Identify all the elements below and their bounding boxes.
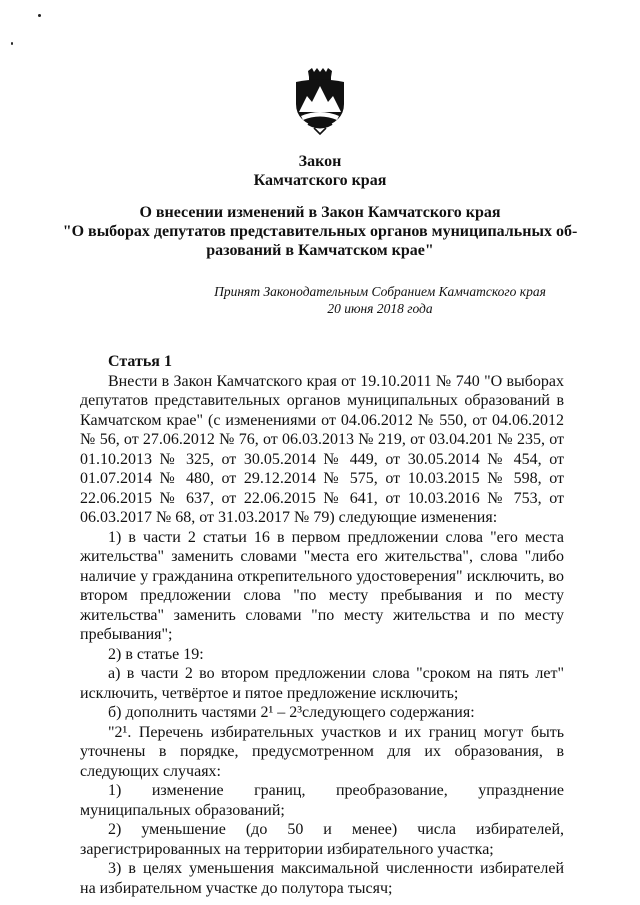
- article-paragraph: 1) изменение границ, преобразование, упразднение муниципальных образований;: [80, 782, 564, 819]
- article-paragraph: б) дополнить частями 2¹ – 2³следующего содержания:: [108, 704, 475, 721]
- document-region: Камчатского края: [253, 172, 387, 189]
- article-paragraph: 1) в части 2 статьи 16 в первом предложении слова "его места жительства" заменить словами "места его жительства", слова "либо наличие у гражданина открепительного удостоверения" исключить, во втором предложении слова "по месту пребывания и по месту жительства" заменить словами "по месту жительства и по месту пребывания";: [80, 528, 564, 643]
- subject-line: О внесении изменений в Закон Камчатского края: [139, 204, 501, 221]
- adoption-body: Принят Законодательным Собранием Камчатского края: [214, 284, 546, 299]
- article-paragraph: 3) в целях уменьшения максимальной численности избирателей на избирательном участке до полутора тысяч;: [80, 860, 564, 897]
- subject-line: "О выборах депутатов представительных органов муниципальных об-: [62, 223, 578, 240]
- adoption-date: 20 июня 2018 года: [327, 301, 433, 316]
- article-paragraph: а) в части 2 во втором предложении слова "сроком на пять лет" исключить, четвёртое и пятое предложение исключить;: [80, 665, 564, 702]
- article-paragraph: Внести в Закон Камчатского края от 19.10.2011 № 740 "О выборах депутатов представительных органов муниципальных образований в Камчатском крае" (с изменениями от 04.06.2012 № 550, от 04.06.2012 № 56, от 27.06.2012 № 76, от 06.03.2013 № 219, от 03.04.201 № 235, от 01.10.2013 № 325, от 30.05.2014 № 449, от 30.05.2014 № 454, от 01.07.2014 № 480, от 29.12.2014 № 575, от 10.03.2015 № 598, от 22.06.2015 № 637, от 22.06.2015 № 641, от 10.03.2016 № 753, от 06.03.2017 № 68, от 31.03.2017 № 79) следующие изменения:: [80, 372, 564, 526]
- kamchatka-coat-of-arms-icon: [292, 68, 348, 136]
- subject-line: разований в Камчатском крае": [206, 242, 434, 259]
- scan-speck: [38, 14, 41, 17]
- article-paragraph: "2¹. Перечень избирательных участков и их границ могут быть уточнены в порядке, предусмотренном для их образования, в следующих случаях:: [80, 723, 564, 780]
- article-paragraph: 2) уменьшение (до 50 и менее) числа избирателей, зарегистрированных на территории избирательного участка;: [80, 821, 564, 858]
- document-title: Закон: [298, 153, 342, 170]
- article-heading: Статья 1: [108, 353, 172, 370]
- article-body: [80, 352, 564, 898]
- law-subject: [0, 203, 640, 260]
- scan-speck: [11, 42, 13, 45]
- article-paragraph: 2) в статье 19:: [108, 645, 204, 663]
